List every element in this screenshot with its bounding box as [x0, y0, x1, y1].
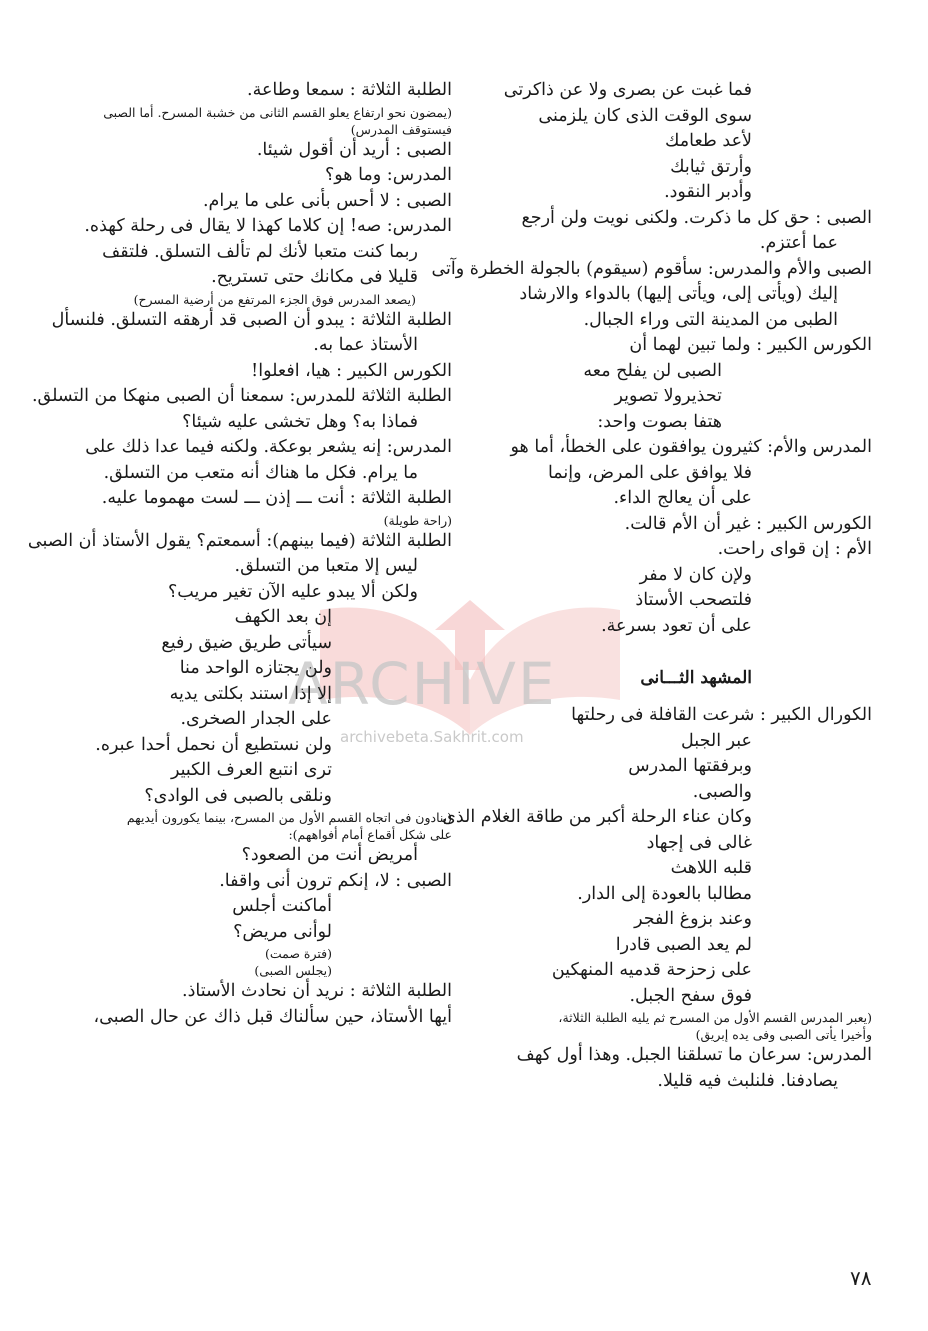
text-line: غالى فى إجهاد [646, 832, 752, 853]
text-line: الأستاذ عما به. [313, 335, 418, 355]
text-line: المدرس والأم: كثيرون يوافقون على الخطأ، أما هو [510, 437, 872, 457]
text-line: الطلبة الثلاثة (فيما بينهم): أسمعتم؟ يقول الأستاذ أن الصبى [27, 530, 452, 551]
stage-direction: (يجلس الصبى) [254, 963, 332, 978]
text-line: ولإن كان لا مفر [639, 564, 752, 585]
page-number: ٧٨ [850, 1266, 872, 1290]
stage-direction: على شكل أقماع أمام أفواههم): [288, 827, 452, 842]
text-line: الصبى : أريد أن أقول شيئا. [256, 139, 452, 160]
text-line: على الجدار الصخرى. [180, 709, 332, 729]
text-line: أمريض أنت من الصعود؟ [241, 845, 418, 865]
text-line: ليس إلا متعبا من التسلق. [234, 556, 418, 576]
text-line: الطلبة الثلاثة : أنت ـــ إذن ـــ لست مهموما عليه. [101, 488, 452, 508]
stage-direction: فيستوقف المدرس) [350, 121, 452, 137]
text-line: وأدبر النقود. [664, 182, 752, 202]
stage-direction: (يصعد المدرس فوق الجزء المرتفع من أرضية المسرح) [133, 291, 416, 307]
text-line: الصبى : لا أحس بأنى على ما يرام. [202, 190, 452, 211]
text-line: ربما كنت متعبا لأنك لم تألف التسلق. فلتقف [102, 241, 418, 262]
text-line: إليك (ويأتى إلى، ويأتى إليها) بالدواء والارشاد [519, 284, 838, 304]
text-line: قلبه اللاهث [670, 858, 752, 878]
text-line: فوق سفح الجبل. [629, 985, 752, 1006]
text-line: الكورس الكبير : ولما تبين لهما أن [629, 335, 872, 355]
left-column [27, 78, 452, 1030]
text-line: فماذا به؟ وهل تخشى عليه شيئا؟ [182, 411, 418, 432]
stage-direction: (ينادون فى اتجاه القسم الأول من المسرح، بينما يكورون أيديهم [126, 810, 452, 825]
text-line: الطبى من المدينة التى وراء الجبال. [583, 309, 838, 330]
text-line: على أن تعود بسرعة. [601, 615, 752, 636]
text-line: الكورس الكبير : غير أن الأم قالت. [624, 513, 872, 534]
text-line: أيها الأستاذ، حين سألناك قبل ذاك عن حال الصبى، [93, 1006, 452, 1027]
text-line: قليلا فى مكانك حتى تستريح. [211, 267, 418, 287]
text-line: لم يعد الصبى قادرا [615, 934, 752, 955]
text-line: إن بعد الكهف [234, 607, 332, 627]
text-line: وأرتق ثيابك [670, 156, 752, 177]
stage-direction: (يمضون نحو ارتفاع يعلو القسم الثانى من خشبة المسرح. أما الصبى [103, 104, 452, 120]
text-line: المدرس: سرعان ما تسلقنا الجبل. وهذا أول كهف [516, 1045, 872, 1065]
text-line: يصادفنا. فلنلبث فيه قليلا. [657, 1070, 838, 1091]
text-line: ولكن ألا يبدو عليه الآن تغير مريب؟ [168, 581, 418, 602]
text-line: مطالبا بالعودة إلى الدار. [577, 883, 752, 904]
text-line: ونلقى بالصبى فى الوادى؟ [144, 785, 332, 806]
text-line: عما أعتزم. [759, 233, 838, 253]
text-line: ولن نستطيع أن نحمل أحدا عبره. [95, 734, 332, 755]
text-line: المدرس: وما هو؟ [324, 165, 452, 185]
text-line: تحذيرولا تصوير [614, 386, 722, 406]
stage-direction: وأخيرا يأتى الصبى وفى يده إبريق) [695, 1027, 872, 1042]
text-line: لوأنى مريض؟ [233, 921, 332, 942]
text-line: لأعد طعامك [665, 131, 752, 151]
text-line: والصبى. [692, 781, 752, 802]
text-line: أماكنت أجلس [232, 896, 332, 916]
text-line: الطلبة الثلاثة : سمعا وطاعة. [247, 80, 452, 100]
text-line: فما غبت عن بصرى ولا عن ذاكرتى [503, 80, 752, 100]
stage-direction: (راحة طويلة) [383, 512, 452, 528]
text-line: الصبى : لا، إنكم ترون أنى واقفا. [219, 870, 452, 891]
text-line: على زحزحة قدميه المنهكين [551, 960, 752, 980]
text-line: المدرس: صه! إن كلاما كهذا لا يقال فى رحلة كهذه. [84, 216, 452, 236]
text-line: الطلبة الثلاثة للمدرس: سمعنا أن الصبى منهكا من التسلق. [31, 386, 452, 406]
text-line: فلتصحب الأستاذ [635, 590, 752, 610]
text-line: وبرفقتها المدرس [628, 756, 752, 776]
text-line: الكورال الكبير : شرعت القافلة فى رحلتها [571, 705, 872, 725]
text-line: ترى انتبع العرف الكبير [170, 760, 332, 780]
text-line: سيأتى طريق ضيق رفيع [161, 632, 332, 653]
text-line: وكان عناء الرحلة أكبر من طاقة الغلام الذى [442, 807, 752, 827]
text-line: عبر الجبل [681, 730, 752, 751]
text-line: وعند بزوغ الفجر [634, 909, 752, 929]
text-line: الطلبة الثلاثة : يبدو أن الصبى قد أرهقه التسلق. فلنسأل [51, 309, 452, 330]
stage-direction: (فترة صمت) [264, 946, 332, 961]
text-line: ولن يجتازه الواحد منا [179, 658, 332, 678]
text-line: المدرس: إنه يشعر بوعكة. ولكنه فيما عدا ذلك على [85, 437, 452, 457]
text-line: الأم : إن قواى راحت. [717, 539, 872, 559]
watermark-url: archivebeta.Sakhrit.com [340, 728, 524, 746]
text-line: الطلبة الثلاثة : نريد أن نحادث الأستاذ. [182, 981, 452, 1001]
text-line: هتفا بصوت واحد: [597, 411, 722, 432]
text-line: الصبى لن يفلح معه [583, 360, 722, 381]
text-line: الصبى والأم والمدرس: سأقوم (سيقوم) بالجولة الخطرة وآتى [431, 258, 872, 279]
scene-heading: المشهد الثـــانى [640, 668, 752, 688]
text-line: سوى الوقت الذى كان يلزمنى [538, 105, 752, 126]
watermark-text: ARCHIVE [288, 650, 557, 718]
text-line: إلا إذا استند بكلتى يديه [169, 683, 332, 704]
text-line: على أن يعالج الداء. [613, 488, 752, 508]
text-line: فلا يوافق على المرض، وإنما [547, 462, 752, 483]
text-line: الصبى : حق كل ما ذكرت. ولكنى نويت ولن أرجع [521, 207, 872, 228]
stage-direction: (يعبر المدرس القسم الأول من المسرح ثم يليه الطلبة الثلاثة، [558, 1010, 872, 1025]
text-line: الكورس الكبير : هيا، افعلوا! [251, 360, 452, 381]
text-line: ما يرام. فكل ما هناك أنه متعب من التسلق. [103, 462, 418, 483]
